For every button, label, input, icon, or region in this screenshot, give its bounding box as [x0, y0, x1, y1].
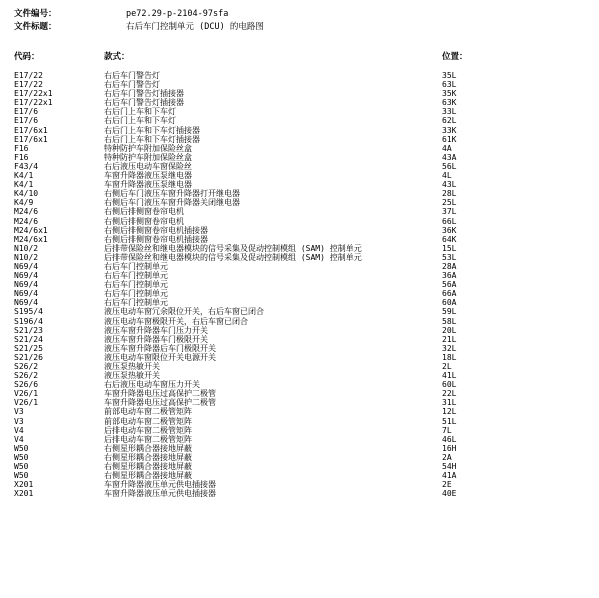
- row-item: 右侧后排侧窗卷帘电机: [104, 216, 184, 226]
- row-position: 63L: [442, 80, 457, 90]
- row-item: 后排电动车窗二极管矩阵: [104, 434, 192, 444]
- table-row: [14, 380, 594, 389]
- table-row: [14, 417, 594, 426]
- row-code: V3: [14, 407, 24, 417]
- table-row: [14, 271, 594, 280]
- row-position: 31L: [442, 398, 457, 408]
- header-code: 代码：: [14, 52, 40, 62]
- row-position: 66L: [442, 216, 457, 226]
- row-item: 右侧星形耦合器接地屏蔽: [104, 443, 192, 453]
- row-code: S21/26: [14, 352, 43, 362]
- row-item: 右后门上车和下车灯插接器: [104, 125, 200, 135]
- row-code: S195/4: [14, 307, 43, 317]
- row-code: V3: [14, 416, 24, 426]
- row-item: 右后车门控制单元: [104, 289, 168, 299]
- row-item: 车窗升降器液压泵继电器: [104, 180, 192, 190]
- row-position: 53L: [442, 252, 457, 262]
- row-code: K4/9: [14, 198, 34, 208]
- table-row: [14, 198, 594, 207]
- row-code: V26/1: [14, 389, 39, 399]
- table-row: [14, 344, 594, 353]
- row-code: N10/2: [14, 243, 39, 253]
- row-code: E17/6x1: [14, 134, 48, 144]
- row-code: S21/23: [14, 325, 43, 335]
- row-position: 61K: [442, 134, 457, 144]
- row-code: E17/22x1: [14, 89, 53, 99]
- table-row: [14, 471, 594, 480]
- row-position: 2E: [442, 480, 452, 490]
- row-position: 21L: [442, 334, 457, 344]
- table-row: [14, 335, 594, 344]
- row-item: 车窗升降器电压过高保护二极管: [104, 398, 216, 408]
- row-code: E17/22x1: [14, 98, 53, 108]
- row-code: W50: [14, 471, 29, 481]
- row-position: 36A: [442, 271, 457, 281]
- row-item: 右侧星形耦合器接地屏蔽: [104, 462, 192, 472]
- row-code: S21/25: [14, 343, 43, 353]
- table-row: [14, 135, 594, 144]
- table-row: [14, 298, 594, 307]
- row-position: 60L: [442, 380, 457, 390]
- table-row: [14, 480, 594, 489]
- table-row: [14, 180, 594, 189]
- row-item: 右后门上车和下车灯: [104, 116, 176, 126]
- row-position: 7L: [442, 425, 452, 435]
- row-position: 32L: [442, 343, 457, 353]
- row-position: 12L: [442, 407, 457, 417]
- row-item: 后排电动车窗二极管矩阵: [104, 425, 192, 435]
- row-code: F16: [14, 143, 29, 153]
- row-item: 右侧星形耦合器接地屏蔽: [104, 452, 192, 462]
- row-item: 右后车门警告灯: [104, 71, 160, 80]
- table-row: [14, 162, 594, 171]
- row-item: 前部电动车窗二极管矩阵: [104, 416, 192, 426]
- table-row: [14, 71, 594, 80]
- row-position: 66A: [442, 289, 457, 299]
- row-position: 62L: [442, 116, 457, 126]
- row-position: 59L: [442, 307, 457, 317]
- table-row: [14, 453, 594, 462]
- table-row: [14, 362, 594, 371]
- header-item: 款式：: [104, 52, 130, 62]
- row-position: 36K: [442, 225, 457, 235]
- row-position: 15L: [442, 243, 457, 253]
- row-position: 4A: [442, 143, 452, 153]
- row-code: E17/6: [14, 116, 39, 126]
- row-item: 右侧后车门液压车窗升降器关闭继电器: [104, 198, 240, 208]
- row-position: 51L: [442, 416, 457, 426]
- row-position: 18L: [442, 352, 457, 362]
- row-item: 车窗升降器电压过高保护二极管: [104, 389, 216, 399]
- table-row: [14, 253, 594, 262]
- row-item: 右后车门控制单元: [104, 271, 168, 281]
- table-row: [14, 353, 594, 362]
- table-row: [14, 262, 594, 271]
- table-row: [14, 444, 594, 453]
- row-code: M24/6x1: [14, 234, 48, 244]
- table-row: [14, 317, 594, 326]
- table-row: [14, 171, 594, 180]
- row-position: 33L: [442, 107, 457, 117]
- row-item: 右侧后车门液压车窗升降器打开继电器: [104, 189, 240, 199]
- row-position: 63K: [442, 98, 457, 108]
- row-position: 37L: [442, 207, 457, 217]
- row-position: 25L: [442, 198, 457, 208]
- table-row: [14, 289, 594, 298]
- row-position: 40E: [442, 489, 457, 499]
- row-code: W50: [14, 462, 29, 472]
- component-table: [14, 71, 594, 498]
- row-position: 64K: [442, 234, 457, 244]
- row-code: M24/6: [14, 207, 39, 217]
- table-row: [14, 189, 594, 198]
- table-row: [14, 280, 594, 289]
- table-row: [14, 489, 594, 498]
- row-code: V26/1: [14, 398, 39, 408]
- row-code: S26/2: [14, 371, 39, 381]
- row-item: 右后门上车和下车灯插接器: [104, 134, 200, 144]
- row-code: W50: [14, 452, 29, 462]
- table-row: [14, 107, 594, 116]
- table-row: [14, 326, 594, 335]
- table-row: [14, 207, 594, 216]
- row-position: 58L: [442, 316, 457, 326]
- row-item: 特种防护车附加保险丝盒: [104, 152, 192, 162]
- row-position: 16H: [442, 443, 457, 453]
- row-position: 43A: [442, 152, 457, 162]
- table-row: [14, 244, 594, 253]
- row-item: 右后液压电动车窗压力开关: [104, 380, 200, 390]
- row-code: K4/10: [14, 189, 39, 199]
- row-code: M24/6x1: [14, 225, 48, 235]
- doc-title-label: 文件标题：: [14, 22, 57, 32]
- row-item: 右侧后排侧窗卷帘电机插接器: [104, 225, 208, 235]
- doc-title-value: 右后车门控制单元 (DCU) 的电路图: [126, 22, 264, 32]
- table-row: [14, 80, 594, 89]
- row-item: 右侧后排侧窗卷帘电机插接器: [104, 234, 208, 244]
- row-code: S26/6: [14, 380, 39, 390]
- row-code: V4: [14, 434, 24, 444]
- row-code: M24/6: [14, 216, 39, 226]
- row-item: 液压电动车窗极限开关，右后车窗已闭合: [104, 316, 248, 326]
- row-code: V4: [14, 425, 24, 435]
- row-code: E17/6: [14, 107, 39, 117]
- table-header: [14, 50, 594, 62]
- row-item: 车窗升降器液压泵继电器: [104, 171, 192, 181]
- row-position: 20L: [442, 325, 457, 335]
- row-code: F43/4: [14, 161, 39, 171]
- row-position: 22L: [442, 389, 457, 399]
- row-item: 右侧星形耦合器接地屏蔽: [104, 471, 192, 481]
- row-position: 43L: [442, 180, 457, 190]
- row-code: N10/2: [14, 252, 39, 262]
- row-code: N69/4: [14, 261, 39, 271]
- row-position: 41A: [442, 471, 457, 481]
- row-position: 33K: [442, 125, 457, 135]
- row-item: 后排带保险丝和继电器模块的信号采集及促动控制模组 (SAM) 控制单元: [104, 243, 362, 253]
- row-item: 右后液压电动车窗保险丝: [104, 161, 192, 171]
- row-item: 液压车窗升降器车门极限开关: [104, 334, 208, 344]
- row-code: K4/1: [14, 171, 34, 181]
- row-position: 56A: [442, 280, 457, 290]
- row-position: 60A: [442, 298, 457, 308]
- table-row: [14, 235, 594, 244]
- row-position: 2L: [442, 362, 452, 371]
- row-code: S196/4: [14, 316, 43, 326]
- row-item: 液压车窗升降器后车门极限开关: [104, 343, 216, 353]
- row-position: 35L: [442, 71, 457, 80]
- row-code: W50: [14, 443, 29, 453]
- row-item: 后排带保险丝和继电器模块的信号采集及促动控制模组 (SAM) 控制单元: [104, 252, 362, 262]
- table-row: [14, 398, 594, 407]
- table-row: [14, 217, 594, 226]
- table-row: [14, 226, 594, 235]
- row-code: N69/4: [14, 298, 39, 308]
- table-row: [14, 407, 594, 416]
- row-item: 液压电动车窗限位开关电源开关: [104, 352, 216, 362]
- row-position: 4L: [442, 171, 452, 181]
- row-position: 41L: [442, 371, 457, 381]
- row-position: 56L: [442, 161, 457, 171]
- row-code: E17/22: [14, 71, 43, 80]
- row-item: 右侧后排侧窗卷帘电机: [104, 207, 184, 217]
- row-item: 右后车门控制单元: [104, 280, 168, 290]
- row-item: 车窗升降器液压单元供电插接器: [104, 480, 216, 490]
- row-code: N69/4: [14, 289, 39, 299]
- row-item: 特种防护车附加保险丝盒: [104, 143, 192, 153]
- table-row: [14, 153, 594, 162]
- doc-number-label: 文件编号：: [14, 9, 57, 19]
- row-code: E17/6x1: [14, 125, 48, 135]
- table-row: [14, 126, 594, 135]
- row-code: X201: [14, 489, 34, 499]
- row-item: 右后车门控制单元: [104, 298, 168, 308]
- table-row: [14, 116, 594, 125]
- row-item: 右后车门警告灯插接器: [104, 98, 184, 108]
- table-row: [14, 435, 594, 444]
- row-item: 右后车门警告灯插接器: [104, 89, 184, 99]
- row-item: 液压泵热敏开关: [104, 371, 160, 381]
- row-item: 前部电动车窗二极管矩阵: [104, 407, 192, 417]
- doc-number-value: pe72.29-p-2104-97sfa: [126, 9, 229, 19]
- table-row: [14, 98, 594, 107]
- row-position: 54H: [442, 462, 457, 472]
- table-row: [14, 389, 594, 398]
- row-code: K4/1: [14, 180, 34, 190]
- row-item: 液压车窗升降器车门压力开关: [104, 325, 208, 335]
- table-row: [14, 462, 594, 471]
- row-code: X201: [14, 480, 34, 490]
- row-position: 46L: [442, 434, 457, 444]
- row-item: 车窗升降器液压单元供电插接器: [104, 489, 216, 499]
- row-item: 右后车门控制单元: [104, 261, 168, 271]
- table-row: [14, 426, 594, 435]
- row-item: 右后门上车和下车灯: [104, 107, 176, 117]
- table-row: [14, 371, 594, 380]
- row-position: 35K: [442, 89, 457, 99]
- row-code: S21/24: [14, 334, 43, 344]
- header-position: 位置：: [442, 52, 468, 62]
- table-row: [14, 307, 594, 316]
- row-code: N69/4: [14, 280, 39, 290]
- row-item: 液压电动车窗冗余限位开关，右后车窗已闭合: [104, 307, 264, 317]
- row-code: S26/2: [14, 362, 39, 371]
- row-item: 右后车门警告灯: [104, 80, 160, 90]
- row-code: F16: [14, 152, 29, 162]
- row-position: 28L: [442, 189, 457, 199]
- row-position: 28A: [442, 261, 457, 271]
- table-row: [14, 144, 594, 153]
- row-code: N69/4: [14, 271, 39, 281]
- row-position: 2A: [442, 452, 452, 462]
- table-row: [14, 89, 594, 98]
- row-item: 液压泵热敏开关: [104, 362, 160, 371]
- row-code: E17/22: [14, 80, 43, 90]
